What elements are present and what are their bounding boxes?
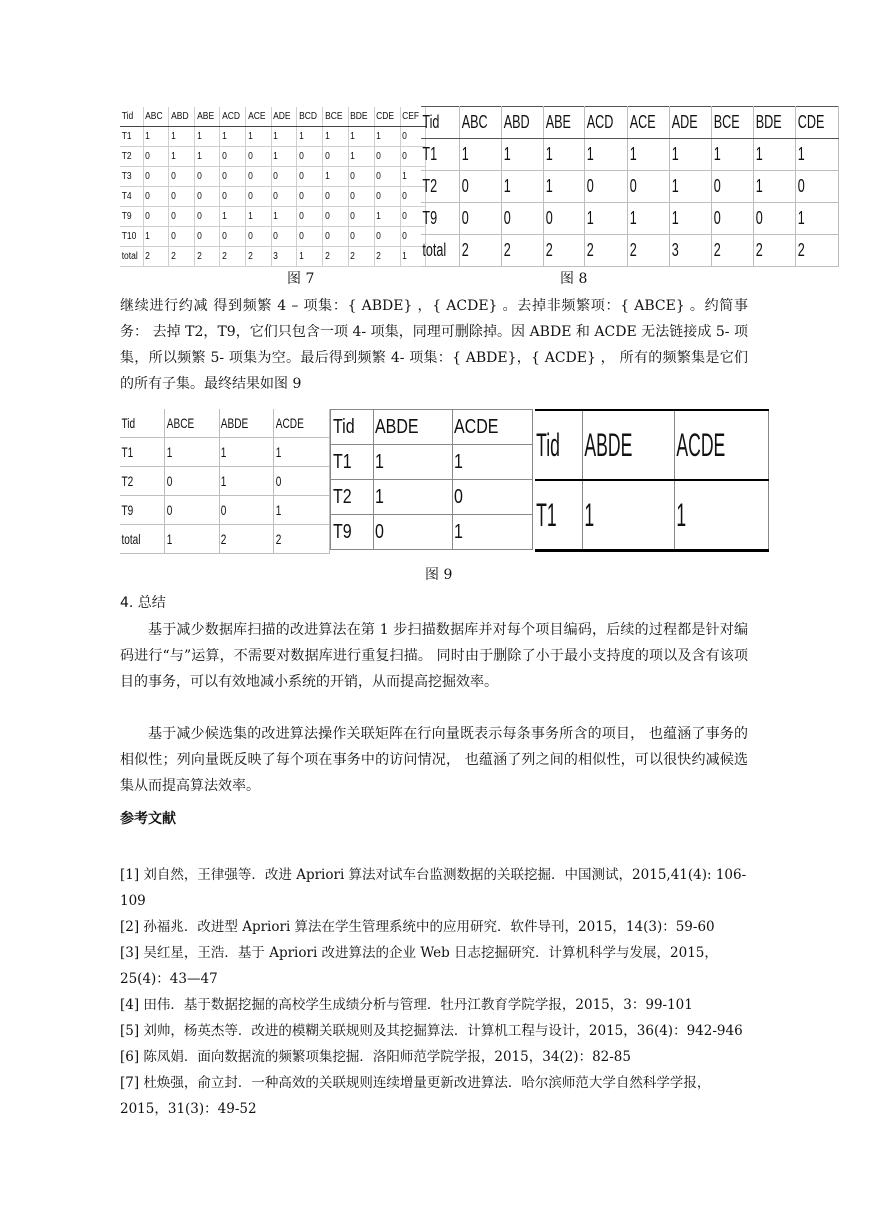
table-cell: 0: [323, 187, 345, 207]
table-cell: 1: [246, 127, 268, 147]
table-cell: 0: [348, 187, 370, 207]
table-cell: 1: [796, 203, 826, 235]
table-cell: Tid: [331, 410, 365, 445]
fig9-caption: 图 9: [425, 567, 453, 583]
table-cell: 1: [585, 139, 615, 171]
table-cell: T9: [421, 203, 448, 235]
table-row: [120, 167, 425, 187]
fig8-caption: 图 8: [560, 271, 588, 287]
table-cell: 1: [195, 147, 216, 167]
table-row: [331, 445, 533, 480]
table-cell: 0: [271, 167, 293, 187]
table-row: [120, 187, 425, 207]
table-cell: 0: [712, 171, 741, 203]
table-cell: T1: [331, 445, 365, 480]
table-cell: T2: [331, 480, 365, 515]
table-cell: 0: [143, 147, 165, 167]
table-cell: ACD: [220, 107, 242, 127]
table-row: [120, 438, 330, 467]
table-cell: total: [120, 525, 152, 554]
table-header-row: [331, 410, 533, 445]
reference-item: [4] 田伟．基于数据挖掘的高校学生成绩分析与管理．牡丹江教育学院学报，2015，3：99-101: [120, 997, 693, 1013]
table-cell: 1: [544, 139, 573, 171]
table-cell: 1: [754, 171, 783, 203]
table-cell: BCD: [297, 107, 319, 127]
table-cell: ADE: [670, 107, 699, 139]
table-row: [421, 235, 839, 267]
fig8-table: [421, 106, 839, 267]
table-cell: 0: [220, 187, 242, 207]
table-cell: 0: [452, 480, 516, 515]
table-row: [120, 525, 330, 554]
table-cell: 0: [400, 227, 421, 247]
table-cell: 1: [348, 147, 370, 167]
table-cell: 0: [143, 187, 165, 207]
summary-paragraph-1: 基于减少数据库扫描的改进算法在第 1 步扫描数据库并对每个项目编码，后续的过程都是针对编码进行“与”运算，不需要对数据库进行重复扫描。 同时由于删除了小于最小支持度的项以及含有该项目的事务，可以有效地减小系统的开销，从而提高挖掘效率。: [120, 622, 748, 690]
table-cell: ABD: [502, 107, 531, 139]
table-cell: 0: [712, 203, 741, 235]
table-row: [535, 480, 769, 551]
table-cell: 1: [373, 445, 436, 480]
table-cell: 2: [544, 235, 573, 267]
table-cell: 1: [323, 127, 345, 147]
table-cell: T1: [535, 480, 561, 551]
table-cell: 1: [502, 139, 531, 171]
table-cell: 0: [754, 203, 783, 235]
table-cell: BDE: [348, 107, 370, 127]
table-cell: 1: [670, 171, 699, 203]
table-cell: 2: [219, 525, 258, 554]
table-cell: 1: [169, 147, 191, 167]
table-cell: 0: [246, 147, 268, 167]
table-cell: ABDE: [373, 410, 436, 445]
table-cell: 1: [143, 127, 165, 147]
table-cell: 1: [675, 480, 727, 551]
table-cell: 0: [246, 187, 268, 207]
table-cell: 1: [373, 480, 436, 515]
table-cell: 1: [670, 139, 699, 171]
table-cell: ADE: [271, 107, 293, 127]
table-cell: Tid: [120, 409, 152, 438]
table-cell: T10: [120, 227, 140, 247]
table-cell: 1: [452, 445, 516, 480]
table-cell: 1: [348, 127, 370, 147]
table-cell: 1: [754, 139, 783, 171]
table-cell: 0: [220, 227, 242, 247]
table-cell: 1: [796, 139, 826, 171]
table-cell: 0: [460, 171, 489, 203]
table-header-row: [120, 409, 330, 438]
table-cell: 2: [169, 247, 191, 267]
table-cell: total: [120, 247, 140, 267]
table-cell: 0: [165, 496, 204, 525]
reference-item: [5] 刘帅，杨英杰等．改进的模糊关联规则及其挖掘算法．计算机工程与设计，2015，36(4)：942-946: [120, 1023, 743, 1039]
table-cell: ABD: [169, 107, 191, 127]
table-cell: T1: [120, 438, 152, 467]
table-cell: 0: [374, 147, 396, 167]
table-cell: 2: [754, 235, 783, 267]
table-cell: CDE: [796, 107, 826, 139]
table-cell: T9: [331, 515, 365, 550]
table-cell: 1: [297, 127, 319, 147]
table-cell: 0: [143, 207, 165, 227]
table-cell: ABDE: [583, 410, 634, 480]
table-cell: 1: [219, 438, 258, 467]
table-cell: 0: [195, 167, 216, 187]
summary-paragraph-2: 基于减少候选集的改进算法操作关联矩阵在行向量既表示每条事务所含的项目， 也蕴涵了事务的相似性；列向量既反映了每个项在事务中的访问情况， 也蕴涵了列之间的相似性，可以很快约减候选集从而提高算法效率。: [120, 726, 748, 794]
table-cell: ACDE: [675, 410, 727, 480]
table-cell: ABE: [195, 107, 216, 127]
table-cell: 0: [297, 207, 319, 227]
table-row: [331, 515, 533, 550]
table-cell: 0: [585, 171, 615, 203]
table-cell: ABDE: [219, 409, 258, 438]
table-cell: 2: [323, 247, 345, 267]
table-cell: 1: [220, 207, 242, 227]
table-cell: Tid: [120, 107, 140, 127]
table-cell: 1: [628, 139, 657, 171]
table-cell: Tid: [535, 410, 561, 480]
table-row: [120, 127, 425, 147]
table-cell: 2: [460, 235, 489, 267]
table-cell: 0: [165, 467, 204, 496]
table-cell: 2: [195, 247, 216, 267]
table-cell: 3: [271, 247, 293, 267]
table-cell: 1: [583, 480, 634, 551]
table-cell: 2: [246, 247, 268, 267]
table-cell: 0: [373, 515, 436, 550]
table-cell: 0: [169, 227, 191, 247]
table-row: [421, 203, 839, 235]
table-cell: BCE: [712, 107, 741, 139]
table-cell: 0: [195, 187, 216, 207]
fig9-table-2: [330, 409, 533, 550]
fig9-table-3: [535, 409, 769, 552]
table-header-row: [535, 410, 769, 480]
table-cell: 2: [348, 247, 370, 267]
table-cell: 1: [274, 438, 314, 467]
table-cell: 0: [628, 171, 657, 203]
table-cell: T2: [421, 171, 448, 203]
table-cell: BDE: [754, 107, 783, 139]
table-cell: 0: [348, 227, 370, 247]
table-cell: T3: [120, 167, 140, 187]
table-cell: ACE: [628, 107, 657, 139]
table-cell: 0: [271, 187, 293, 207]
table-cell: 2: [628, 235, 657, 267]
table-cell: 1: [400, 247, 421, 267]
reference-item: [7] 杜焕强，俞立封．一种高效的关联规则连续增量更新改进算法．哈尔滨师范大学自然科学学报，2015，31(3)：49-52: [120, 1075, 711, 1117]
table-cell: 1: [374, 207, 396, 227]
table-cell: 0: [246, 167, 268, 187]
table-cell: 0: [460, 203, 489, 235]
table-cell: 1: [246, 207, 268, 227]
table-cell: 0: [374, 187, 396, 207]
table-cell: T9: [120, 207, 140, 227]
table-cell: 0: [400, 187, 421, 207]
table-cell: CEF: [400, 107, 421, 127]
table-cell: 0: [169, 187, 191, 207]
table-cell: 2: [274, 525, 314, 554]
table-cell: ABC: [460, 107, 489, 139]
table-cell: T2: [120, 147, 140, 167]
table-cell: 2: [712, 235, 741, 267]
table-cell: 3: [670, 235, 699, 267]
table-cell: 2: [502, 235, 531, 267]
table-cell: 0: [374, 167, 396, 187]
table-cell: ACDE: [452, 410, 516, 445]
table-cell: 0: [400, 147, 421, 167]
table-cell: ABC: [143, 107, 165, 127]
table-row: [120, 496, 330, 525]
table-cell: 0: [297, 147, 319, 167]
table-cell: 1: [165, 525, 204, 554]
table-cell: ABCE: [165, 409, 204, 438]
table-cell: 2: [796, 235, 826, 267]
table-cell: 2: [374, 247, 396, 267]
table-cell: 1: [670, 203, 699, 235]
table-cell: 1: [544, 171, 573, 203]
table-cell: 1: [323, 167, 345, 187]
reference-item: [1] 刘自然，王律强等．改进 Apriori 算法对试车台监测数据的关联挖掘．中国测试，2015,41(4): 106-109: [120, 867, 747, 909]
table-header-row: [120, 107, 425, 127]
table-cell: 0: [502, 203, 531, 235]
table-cell: 0: [271, 227, 293, 247]
table-cell: 1: [374, 127, 396, 147]
table-cell: 0: [796, 171, 826, 203]
table-cell: 0: [195, 227, 216, 247]
table-row: [331, 480, 533, 515]
table-cell: T4: [120, 187, 140, 207]
table-cell: 0: [374, 227, 396, 247]
table-cell: 1: [219, 467, 258, 496]
fig7-table: [120, 107, 426, 267]
table-cell: ACD: [585, 107, 615, 139]
table-cell: 0: [323, 227, 345, 247]
table-cell: ACE: [246, 107, 268, 127]
table-cell: 1: [271, 127, 293, 147]
reference-item: [3] 吴红星，王浩．基于 Apriori 改进算法的企业 Web 日志挖掘研究．计算机科学与发展，2015，25(4)：43—47: [120, 945, 718, 987]
table-cell: T1: [120, 127, 140, 147]
table-cell: 0: [323, 147, 345, 167]
table-cell: 1: [712, 139, 741, 171]
table-cell: 0: [544, 203, 573, 235]
reference-item: [2] 孙福兆．改进型 Apriori 算法在学生管理系统中的应用研究．软件导刊，2015，14(3)：59-60: [120, 919, 715, 935]
table-cell: CDE: [374, 107, 396, 127]
table-cell: 1: [220, 127, 242, 147]
table-cell: 0: [297, 187, 319, 207]
table-cell: 1: [195, 127, 216, 147]
fig9-table-1: [120, 409, 330, 554]
table-cell: 0: [297, 167, 319, 187]
table-cell: 0: [323, 207, 345, 227]
references-title: 参考文献: [120, 811, 176, 827]
table-row: [120, 147, 425, 167]
section-title-summary: 4. 总结: [120, 595, 166, 611]
table-cell: 1: [169, 127, 191, 147]
table-cell: 0: [246, 227, 268, 247]
table-cell: 1: [274, 496, 314, 525]
table-cell: 1: [400, 167, 421, 187]
table-cell: 1: [460, 139, 489, 171]
table-cell: 2: [143, 247, 165, 267]
table-cell: 0: [143, 167, 165, 187]
table-cell: 1: [143, 227, 165, 247]
table-cell: Tid: [421, 107, 448, 139]
table-cell: 2: [220, 247, 242, 267]
table-row: [421, 171, 839, 203]
reference-list: [120, 862, 752, 1122]
table-cell: 1: [628, 203, 657, 235]
table-row: [120, 207, 425, 227]
table-header-row: [421, 107, 839, 139]
table-cell: T1: [421, 139, 448, 171]
reference-item: [6] 陈凤娟．面向数据流的频繁项集挖掘．洛阳师范学院学报，2015，34(2)：82-85: [120, 1049, 631, 1065]
table-row: [120, 467, 330, 496]
table-cell: 0: [195, 207, 216, 227]
table-cell: 1: [271, 207, 293, 227]
table-cell: 0: [220, 147, 242, 167]
table-cell: ABE: [544, 107, 573, 139]
table-cell: 0: [297, 227, 319, 247]
table-cell: 0: [348, 207, 370, 227]
table-cell: 0: [169, 207, 191, 227]
table-cell: 0: [219, 496, 258, 525]
table-cell: 0: [348, 167, 370, 187]
table-cell: 0: [274, 467, 314, 496]
paragraph-reduction: 继续进行约减 得到频繁 4 – 项集：{ ABDE} ，{ ACDE} 。去掉非频繁项：{ ABCE} 。约简事务： 去掉 T2，T9，它们只包含一项 4- 项集，同理可删除掉。因 ABDE 和 ACDE 无法链接成 5- 项集，所以频繁 5- 项集为空。最后得到频繁 4- 项集：{ ABDE}，{ ACDE} ， 所有的频繁集是它们的所有子集。最终结果如图 9: [120, 298, 748, 392]
table-cell: 1: [297, 247, 319, 267]
table-row: [120, 227, 425, 247]
table-cell: total: [421, 235, 448, 267]
table-cell: 0: [220, 167, 242, 187]
fig7-caption: 图 7: [287, 271, 315, 287]
table-cell: 1: [452, 515, 516, 550]
table-cell: 2: [585, 235, 615, 267]
table-cell: T2: [120, 467, 152, 496]
table-cell: 1: [585, 203, 615, 235]
table-cell: T9: [120, 496, 152, 525]
table-row: [120, 247, 425, 267]
table-cell: BCE: [323, 107, 345, 127]
table-cell: 1: [165, 438, 204, 467]
table-row: [421, 139, 839, 171]
table-cell: 0: [400, 207, 421, 227]
table-cell: ACDE: [274, 409, 314, 438]
table-cell: 1: [271, 147, 293, 167]
table-cell: 0: [400, 127, 421, 147]
table-cell: 0: [169, 167, 191, 187]
table-cell: 1: [502, 171, 531, 203]
